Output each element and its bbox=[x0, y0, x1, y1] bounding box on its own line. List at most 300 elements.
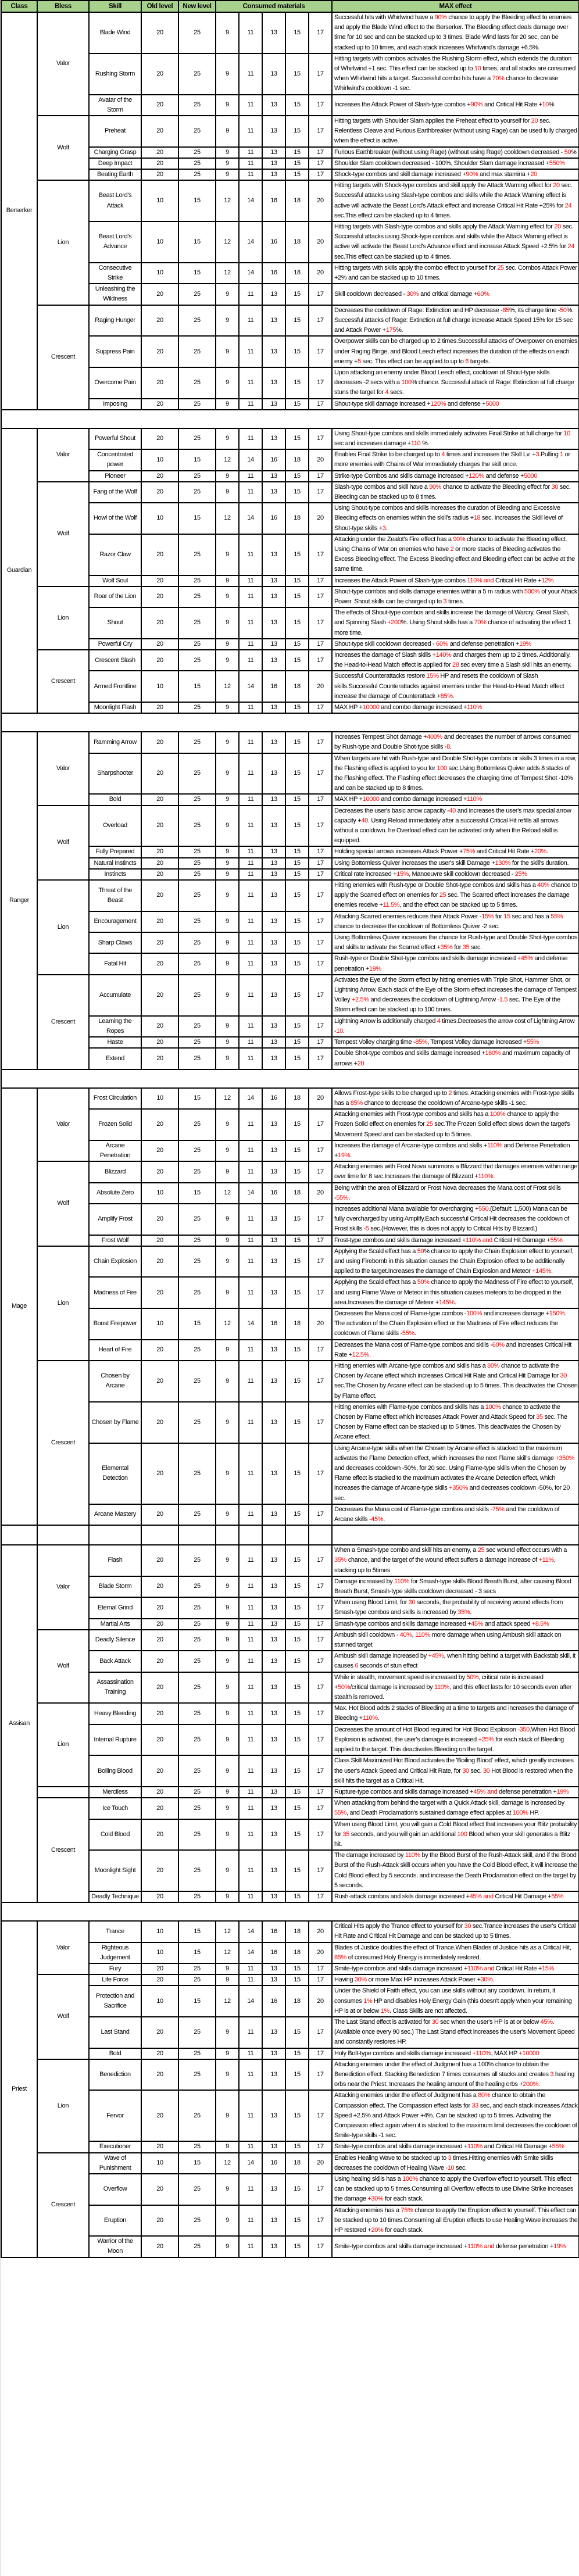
class-name-cell: Assisan bbox=[1, 1545, 37, 1902]
old-level-cell: 10 bbox=[141, 1942, 178, 1963]
max-effect-cell bbox=[332, 263, 579, 284]
old-level-cell: 20 bbox=[141, 869, 178, 880]
new-level-cell: 15 bbox=[178, 2153, 216, 2174]
material-cell: 9 bbox=[216, 2090, 239, 2141]
material-cell: 11 bbox=[239, 2059, 262, 2091]
material-cell: 9 bbox=[216, 2236, 239, 2257]
material-cell: 17 bbox=[309, 1703, 332, 1724]
material-cell: 13 bbox=[262, 1277, 285, 1308]
table-row bbox=[1, 1974, 579, 1985]
effect-text: . bbox=[377, 1715, 380, 1722]
material-cell: 15 bbox=[285, 336, 309, 367]
skill-name-cell: Arcane Mastery bbox=[89, 1504, 141, 1525]
new-level-cell: 25 bbox=[178, 1850, 216, 1891]
material-cell: 12 bbox=[216, 180, 239, 221]
highlight-value: 10 bbox=[474, 65, 481, 73]
max-effect-cell bbox=[332, 1787, 579, 1798]
material-cell: 9 bbox=[216, 482, 239, 503]
material-cell: 11 bbox=[239, 1755, 262, 1787]
skill-name-cell: Concentrated power bbox=[89, 449, 141, 470]
highlight-value: 10000 bbox=[362, 796, 380, 803]
material-cell: 17 bbox=[309, 586, 332, 607]
effect-text: times.Decreases the arrow cost of Lightning Arrow - bbox=[334, 1017, 575, 1035]
material-cell: 11 bbox=[239, 1048, 262, 1069]
table-row bbox=[1, 1161, 579, 1182]
table-row bbox=[1, 1921, 579, 1942]
effect-text: . bbox=[493, 1173, 495, 1180]
old-level-cell: 20 bbox=[141, 1340, 178, 1361]
material-cell: 17 bbox=[309, 471, 332, 482]
effect-text: Hitting targets with skills apply the combo effect to yourself for bbox=[334, 264, 498, 271]
material-cell: 9 bbox=[216, 575, 239, 586]
highlight-value: 550 bbox=[478, 1205, 489, 1212]
material-cell: 17 bbox=[309, 2174, 332, 2205]
max-effect-cell bbox=[332, 1630, 579, 1651]
max-effect-cell bbox=[332, 2048, 579, 2059]
material-cell: 13 bbox=[262, 1597, 285, 1618]
max-effect-cell bbox=[332, 1277, 579, 1308]
material-cell: 15 bbox=[285, 1340, 309, 1361]
skill-name-cell: Overload bbox=[89, 806, 141, 847]
material-cell: 13 bbox=[262, 336, 285, 367]
old-level-cell: 20 bbox=[141, 1161, 178, 1182]
effect-text: chance to apply the Overflow effect to yourself. This effect can be stacked up to 5 times.Consuming all Overflow effects to use Divine Strike increases the damage bbox=[334, 2176, 573, 2203]
effect-text: Critical Hit Rate + bbox=[494, 577, 542, 584]
material-cell: 14 bbox=[239, 1183, 262, 1204]
material-cell: 9 bbox=[216, 846, 239, 857]
effect-text: Decreases the amount of Hot Blood required for Hot Blood Explosion bbox=[334, 1726, 518, 1733]
skill-name-cell: Overcome Pain bbox=[89, 367, 141, 399]
highlight-value: +350% bbox=[449, 1484, 468, 1492]
max-effect-cell bbox=[332, 482, 579, 503]
old-level-cell: 20 bbox=[141, 1597, 178, 1618]
new-level-cell: 25 bbox=[178, 1703, 216, 1724]
highlight-value: 30 bbox=[464, 1923, 471, 1930]
effect-text: and increases damage + bbox=[481, 1310, 549, 1317]
effect-text: Applying the Scald effect has a bbox=[334, 1247, 417, 1255]
material-cell: 16 bbox=[262, 671, 285, 702]
material-cell: 17 bbox=[309, 1402, 332, 1443]
highlight-value: 120% bbox=[469, 472, 484, 480]
effect-text: targets. bbox=[468, 357, 490, 365]
highlight-value: 55% bbox=[551, 913, 563, 920]
material-cell: 11 bbox=[239, 1850, 262, 1891]
material-cell: 20 bbox=[309, 1308, 332, 1340]
material-cell: 11 bbox=[239, 1725, 262, 1756]
new-level-cell: 25 bbox=[178, 1402, 216, 1443]
max-effect-cell bbox=[332, 1504, 579, 1525]
material-cell: 15 bbox=[285, 1974, 309, 1985]
material-cell: 9 bbox=[216, 12, 239, 53]
effect-text: Attacking under the Zealot's Fire effect has a bbox=[334, 535, 453, 543]
separator-cell bbox=[1, 1525, 37, 1545]
material-cell: 14 bbox=[239, 221, 262, 263]
highlight-value: 30 bbox=[560, 1372, 567, 1380]
material-cell: 12 bbox=[216, 1921, 239, 1942]
material-cell: 13 bbox=[262, 1545, 285, 1576]
material-cell: 9 bbox=[216, 1630, 239, 1651]
bless-name-cell: Crescent bbox=[37, 1798, 89, 1902]
highlight-value: 24 bbox=[564, 202, 572, 209]
effect-text: and decreases the number of arrows consumed by Rush-type and Double Shot-type skills - bbox=[334, 734, 571, 751]
material-cell: 17 bbox=[309, 53, 332, 95]
material-cell: 15 bbox=[285, 428, 309, 449]
old-level-cell: 20 bbox=[141, 975, 178, 1016]
effect-text: and attack speed bbox=[483, 1620, 532, 1627]
material-cell: 11 bbox=[239, 158, 262, 169]
material-cell: 9 bbox=[216, 794, 239, 805]
effect-text: sec and increases damage + bbox=[334, 439, 411, 447]
new-level-cell: 25 bbox=[178, 880, 216, 911]
effect-text: Rush-attack combos and skils damage increased + bbox=[334, 1892, 470, 1900]
new-level-cell: 25 bbox=[178, 1651, 216, 1672]
material-cell: 17 bbox=[309, 1755, 332, 1787]
class-separator-row bbox=[1, 1525, 579, 1545]
table-row bbox=[1, 806, 579, 847]
new-level-cell: 15 bbox=[178, 1308, 216, 1340]
effect-text: . bbox=[492, 1976, 495, 1984]
highlight-value: 110 bbox=[410, 439, 421, 447]
effect-text: Attacking enemies with Frost Nova summons a Blizzard that damages enemies within range over time for 8 sec.Increases the damage of Blizzard + bbox=[334, 1163, 578, 1180]
material-cell: 11 bbox=[239, 534, 262, 575]
highlight-value: 35 bbox=[342, 1830, 350, 1838]
highlight-value: 8 bbox=[446, 743, 450, 751]
highlight-value: 50% bbox=[338, 1683, 351, 1691]
effect-text: seconds of stun effect bbox=[358, 1662, 418, 1670]
effect-text: , critical rate is increased + bbox=[334, 1673, 544, 1691]
max-effect-cell bbox=[332, 116, 579, 147]
material-cell: 13 bbox=[262, 858, 285, 869]
max-effect-cell bbox=[332, 1651, 579, 1672]
skill-name-cell: Deadly Silence bbox=[89, 1630, 141, 1651]
effect-text: %. Using Shout skills has a bbox=[401, 619, 474, 627]
table-row bbox=[1, 305, 579, 337]
material-cell: 17 bbox=[309, 1109, 332, 1140]
bless-name-cell: Crescent bbox=[37, 2153, 89, 2257]
table-header-row bbox=[1, 1, 579, 12]
material-cell: 11 bbox=[239, 953, 262, 974]
material-cell: 13 bbox=[262, 911, 285, 932]
highlight-value: +350% bbox=[555, 1454, 575, 1462]
material-cell: 20 bbox=[309, 221, 332, 263]
skill-name-cell: Absolute Zero bbox=[89, 1183, 141, 1204]
old-level-cell: 20 bbox=[141, 639, 178, 650]
old-level-cell: 10 bbox=[141, 503, 178, 534]
material-cell: 13 bbox=[262, 399, 285, 410]
new-level-cell: 25 bbox=[178, 975, 216, 1016]
header-skill: Skill bbox=[89, 1, 141, 12]
highlight-value: -75% bbox=[490, 1505, 505, 1513]
skill-name-cell: Encouragement bbox=[89, 911, 141, 932]
material-cell: 9 bbox=[216, 1048, 239, 1069]
material-cell: 11 bbox=[239, 1798, 262, 1819]
material-cell: 9 bbox=[216, 1016, 239, 1037]
highlight-value: 33 bbox=[471, 2102, 479, 2109]
effect-text: , and Death Proclamation's sustained damage effect applies at bbox=[346, 1809, 513, 1817]
effect-text: Decreases the Mana cost of Flame-type combos - bbox=[334, 1310, 467, 1317]
material-cell: 11 bbox=[239, 169, 262, 180]
highlight-value: 110% bbox=[466, 796, 482, 803]
max-effect-cell bbox=[332, 639, 579, 650]
material-cell: 15 bbox=[285, 1048, 309, 1069]
max-effect-cell bbox=[332, 1183, 579, 1204]
effect-text: Enables Healing Wave to be stacked up to bbox=[334, 2154, 448, 2162]
highlight-value: 400% bbox=[427, 734, 442, 741]
material-cell: 9 bbox=[216, 147, 239, 158]
material-cell: 11 bbox=[239, 147, 262, 158]
effect-text: times and increases the Skill Lv. + bbox=[445, 451, 536, 459]
material-cell: 18 bbox=[285, 449, 309, 470]
material-cell: 11 bbox=[239, 1204, 262, 1235]
header-new-level: New level bbox=[178, 1, 216, 12]
highlight-value: 10000 bbox=[362, 704, 380, 711]
max-effect-cell bbox=[332, 1725, 579, 1756]
max-effect-cell bbox=[332, 1619, 579, 1630]
old-level-cell: 20 bbox=[141, 1619, 178, 1630]
old-level-cell: 20 bbox=[141, 1037, 178, 1048]
skill-name-cell: Accumulate bbox=[89, 975, 141, 1016]
effect-text: Frost-type combos and skills damage increased + bbox=[334, 1236, 466, 1244]
highlight-value: 19% bbox=[519, 640, 532, 647]
new-level-cell: 25 bbox=[178, 2174, 216, 2205]
material-cell: 15 bbox=[285, 1755, 309, 1787]
material-cell: 12 bbox=[216, 1308, 239, 1340]
material-cell: 15 bbox=[285, 1545, 309, 1576]
max-effect-cell bbox=[332, 1963, 579, 1974]
max-effect-cell bbox=[332, 1703, 579, 1724]
new-level-cell: 25 bbox=[178, 2205, 216, 2237]
highlight-value: 70% bbox=[474, 619, 487, 627]
new-level-cell: 25 bbox=[178, 1576, 216, 1597]
material-cell: 11 bbox=[239, 1672, 262, 1704]
highlight-value: +145% bbox=[532, 1268, 551, 1275]
new-level-cell: 25 bbox=[178, 399, 216, 410]
skill-name-cell: Protection and Sacrifice bbox=[89, 1985, 141, 2017]
material-cell: 14 bbox=[239, 503, 262, 534]
effect-text: . bbox=[538, 2081, 540, 2088]
new-level-cell: 25 bbox=[178, 858, 216, 869]
material-cell: 11 bbox=[239, 1443, 262, 1504]
material-cell: 11 bbox=[239, 846, 262, 857]
effect-text: sec.The Frozen Solid effect slows down the target's Movement Speed and can be stacked up to 5 times. bbox=[334, 1121, 570, 1138]
material-cell: 17 bbox=[309, 794, 332, 805]
material-cell: 14 bbox=[239, 2153, 262, 2174]
separator-cell bbox=[1, 713, 579, 732]
bless-name-cell: Wolf bbox=[37, 116, 89, 180]
bless-name-cell: Valor bbox=[37, 12, 89, 116]
effect-text: sec. Successful attacks using Shock-type combos and skills while the Attack Warning effect is active will activate the Beast Lord's Advance effect and increase Attack Speed +2.5% for bbox=[334, 223, 574, 251]
material-cell: 15 bbox=[285, 1361, 309, 1402]
material-cell: 11 bbox=[239, 1037, 262, 1048]
material-cell: 9 bbox=[216, 1672, 239, 1704]
skill-name-cell: Sharp Claws bbox=[89, 932, 141, 953]
material-cell: 14 bbox=[239, 1308, 262, 1340]
class-separator-row bbox=[1, 410, 579, 428]
max-effect-cell bbox=[332, 586, 579, 607]
highlight-value: 18 bbox=[473, 514, 481, 522]
highlight-value: 30 bbox=[431, 2018, 439, 2026]
new-level-cell: 25 bbox=[178, 1048, 216, 1069]
material-cell: 17 bbox=[309, 575, 332, 586]
highlight-value: +200 bbox=[387, 619, 401, 627]
max-effect-cell bbox=[332, 2236, 579, 2257]
skill-name-cell: Charging Grasp bbox=[89, 147, 141, 158]
effect-text: , when hitting behind a target with Backstab skill, it causes bbox=[334, 1652, 576, 1670]
skill-name-cell: Fatal Hit bbox=[89, 953, 141, 974]
bless-name-cell: Wolf bbox=[37, 482, 89, 586]
max-effect-cell bbox=[332, 858, 579, 869]
table-body bbox=[1, 12, 579, 2257]
new-level-cell: 25 bbox=[178, 1787, 216, 1798]
material-cell: 15 bbox=[285, 1277, 309, 1308]
material-cell: 15 bbox=[285, 1246, 309, 1278]
material-cell: 13 bbox=[262, 158, 285, 169]
material-cell: 18 bbox=[285, 180, 309, 221]
new-level-cell: 25 bbox=[178, 1016, 216, 1037]
old-level-cell: 20 bbox=[141, 367, 178, 399]
material-cell: 11 bbox=[239, 1619, 262, 1630]
material-cell: 17 bbox=[309, 2090, 332, 2141]
material-cell: 11 bbox=[239, 1402, 262, 1443]
material-cell: 9 bbox=[216, 471, 239, 482]
new-level-cell: 25 bbox=[178, 650, 216, 671]
new-level-cell: 25 bbox=[178, 482, 216, 503]
material-cell: 13 bbox=[262, 1109, 285, 1140]
material-cell: 13 bbox=[262, 2236, 285, 2257]
effect-text: , Manoeuvre skill cooldown decreased - bbox=[409, 870, 515, 878]
table-row bbox=[1, 732, 579, 753]
new-level-cell: 25 bbox=[178, 2236, 216, 2257]
effect-text: chance to decrease Whirlwind's cooldown -1 sec. bbox=[334, 75, 559, 92]
new-level-cell: 25 bbox=[178, 932, 216, 953]
effect-text: HP. bbox=[528, 1809, 539, 1817]
material-cell: 15 bbox=[285, 1204, 309, 1235]
material-cell: 17 bbox=[309, 1819, 332, 1851]
bless-name-cell: Wolf bbox=[37, 1161, 89, 1246]
max-effect-cell bbox=[332, 1088, 579, 1109]
skill-name-cell: Righteous Judgement bbox=[89, 1942, 141, 1963]
old-level-cell: 20 bbox=[141, 336, 178, 367]
new-level-cell: 25 bbox=[178, 2059, 216, 2091]
material-cell: 13 bbox=[262, 2090, 285, 2141]
highlight-value: 19% bbox=[338, 1151, 351, 1159]
highlight-value: 75% bbox=[463, 848, 476, 856]
left-border-strip bbox=[0, 0, 1, 2576]
material-cell: 18 bbox=[285, 2153, 309, 2174]
effect-text: Using healing skills has a bbox=[334, 2176, 403, 2183]
max-effect-cell bbox=[332, 471, 579, 482]
material-cell: 13 bbox=[262, 753, 285, 795]
new-level-cell: 25 bbox=[178, 846, 216, 857]
effect-text: sec. bbox=[469, 944, 482, 951]
material-cell: 9 bbox=[216, 1974, 239, 1985]
effect-text: . bbox=[449, 743, 452, 751]
bless-name-cell: Crescent bbox=[37, 650, 89, 713]
highlight-value: 70% bbox=[492, 75, 505, 83]
old-level-cell: 20 bbox=[141, 1443, 178, 1504]
material-cell: 13 bbox=[262, 1725, 285, 1756]
material-cell: 17 bbox=[309, 911, 332, 932]
separator-cell bbox=[1, 410, 579, 428]
material-cell: 13 bbox=[262, 2174, 285, 2205]
material-cell: 15 bbox=[285, 12, 309, 53]
new-level-cell: 25 bbox=[178, 1109, 216, 1140]
material-cell: 11 bbox=[239, 2141, 262, 2152]
material-cell: 17 bbox=[309, 806, 332, 847]
highlight-value: 12% bbox=[541, 577, 554, 584]
effect-text: chance to decrease the cooldown of Arcane-type skills -1 sec. bbox=[362, 1099, 527, 1107]
max-effect-cell bbox=[332, 2090, 579, 2141]
material-cell: 15 bbox=[285, 1140, 309, 1161]
table-row bbox=[1, 116, 579, 147]
material-cell: 11 bbox=[239, 2205, 262, 2237]
bless-name-cell: Valor bbox=[37, 732, 89, 805]
header-max-effect: MAX effect bbox=[332, 1, 579, 12]
old-level-cell: 20 bbox=[141, 911, 178, 932]
new-level-cell: 25 bbox=[178, 1798, 216, 1819]
max-effect-cell bbox=[332, 1921, 579, 1942]
effect-text: and decreases cooldown -50%, for 20 sec. bbox=[334, 1484, 570, 1502]
effect-text: Ambush skill damage increased by bbox=[334, 1652, 428, 1660]
skill-name-cell: Flash bbox=[89, 1545, 141, 1576]
material-cell: 17 bbox=[309, 1891, 332, 1902]
effect-text: Attacking enemies has a bbox=[334, 2206, 401, 2214]
effect-text: /critical damage is increased by bbox=[350, 1683, 435, 1691]
material-cell: 11 bbox=[239, 1277, 262, 1308]
max-effect-cell bbox=[332, 1576, 579, 1597]
effect-text: . bbox=[470, 1609, 471, 1616]
material-cell: 17 bbox=[309, 1161, 332, 1182]
material-cell: 15 bbox=[285, 880, 309, 911]
material-cell: 11 bbox=[239, 1361, 262, 1402]
effect-text: %. bbox=[420, 439, 430, 447]
max-effect-cell bbox=[332, 1974, 579, 1985]
material-cell: 13 bbox=[262, 305, 285, 337]
skill-name-cell: Preheat bbox=[89, 116, 141, 147]
material-cell: 13 bbox=[262, 607, 285, 639]
material-cell: 14 bbox=[239, 671, 262, 702]
max-effect-cell bbox=[332, 1109, 579, 1140]
new-level-cell: 15 bbox=[178, 1985, 216, 2017]
old-level-cell: 20 bbox=[141, 1576, 178, 1597]
header-old-level: Old level bbox=[141, 1, 178, 12]
material-cell: 11 bbox=[239, 1891, 262, 1902]
material-cell: 12 bbox=[216, 2153, 239, 2174]
material-cell: 17 bbox=[309, 1246, 332, 1278]
material-cell: 17 bbox=[309, 607, 332, 639]
effect-text: Activates the Eye of the Storm effect by hitting enemies with Triple Shot, Hammer Shot, or Lightning Arrow. Each stack of the Eye of the Storm effect increases the damage of Tempest Volley bbox=[334, 976, 577, 1004]
old-level-cell: 10 bbox=[141, 263, 178, 284]
effect-text: Hitting enemies with Flame-type combos and skills has a bbox=[334, 1403, 485, 1411]
max-effect-cell bbox=[332, 650, 579, 671]
new-level-cell: 25 bbox=[178, 2017, 216, 2048]
effect-text: sec.Trance increases the user's Critical Hit Rate and Critical Hit Damage and can be stacked up to 5 times. bbox=[334, 1923, 576, 1940]
max-effect-cell bbox=[332, 449, 579, 470]
effect-text: sec and has a bbox=[510, 913, 551, 920]
effect-text: chance to apply the Eruption effect to yourself. This effect can be stacked up to 10 times.Consuming all Eruption effects to use Healing Wave increases the HP restored + bbox=[334, 2206, 578, 2234]
material-cell: 9 bbox=[216, 1204, 239, 1235]
material-cell: 17 bbox=[309, 116, 332, 147]
material-cell: 15 bbox=[285, 1037, 309, 1048]
highlight-value: 55% bbox=[551, 1892, 564, 1900]
material-cell: 17 bbox=[309, 1037, 332, 1048]
effect-text: sec. Successful attacks using Slash-type combos and skills while the Attack Warning effect is active will activate the Beast Lord's Attack effect and increase Critical Hit Rate +25% for bbox=[334, 182, 573, 209]
material-cell: 13 bbox=[262, 1850, 285, 1891]
material-cell: 9 bbox=[216, 1037, 239, 1048]
material-cell: 17 bbox=[309, 169, 332, 180]
skill-name-cell: Martial Arts bbox=[89, 1619, 141, 1630]
highlight-value: 3 bbox=[550, 2070, 554, 2078]
